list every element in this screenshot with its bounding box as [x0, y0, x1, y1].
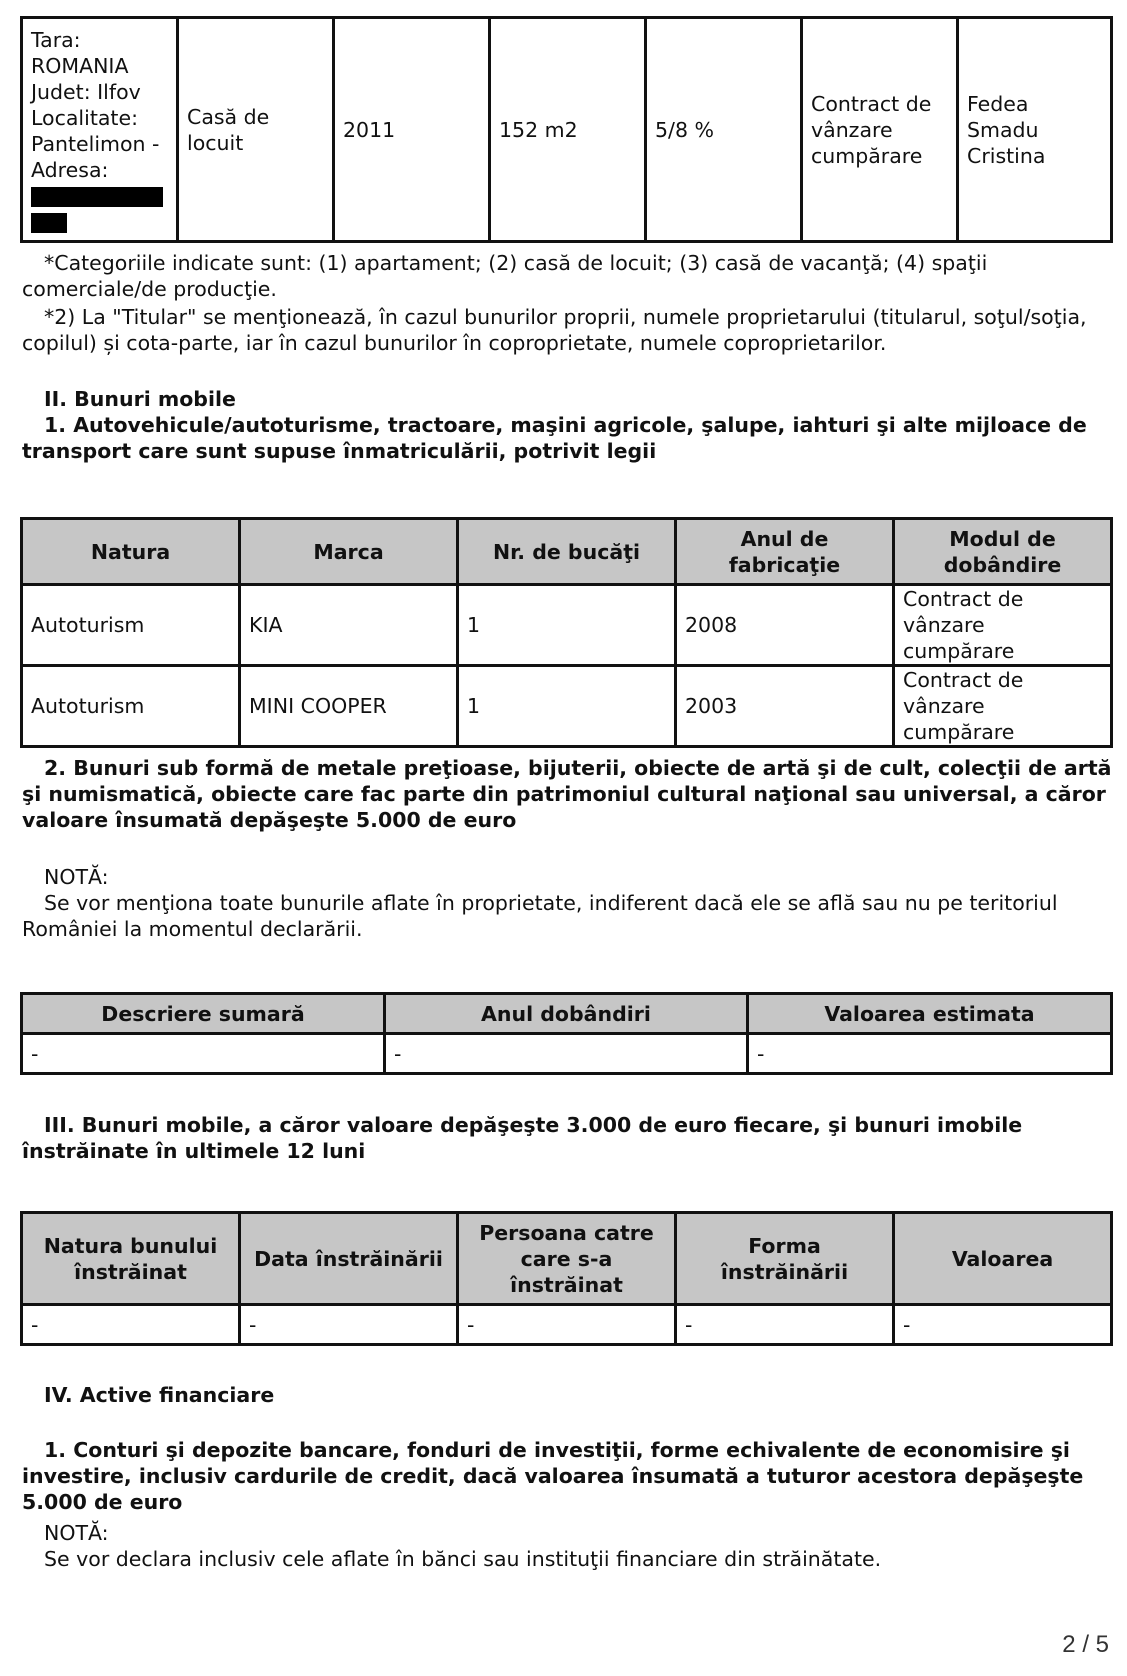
- cell: -: [385, 1034, 748, 1074]
- col-header: Persoana catre care s-a înstrăinat: [458, 1213, 676, 1305]
- section-2-title: II. Bunuri mobile: [44, 387, 236, 411]
- address-cell: [22, 18, 178, 242]
- redaction-bar: [31, 213, 67, 233]
- cell: Autoturism: [22, 585, 240, 666]
- note-categories: *Categoriile indicate sunt: (1) apartament; (2) casă de locuit; (3) casă de vacanţă; (4) spaţii comerciale/de producţie.: [22, 251, 988, 301]
- col-header: Anul dobândiri: [385, 994, 748, 1034]
- cell: KIA: [240, 585, 458, 666]
- alienated-table: [20, 1211, 1113, 1346]
- col-header: Natura: [22, 519, 240, 585]
- note-titular: *2) La "Titular" se menţionează, în cazul bunurilor proprii, numele proprietarului (titularul, soţul/soţia, copilul) și cota-parte, iar în cazul bunurilor în coproprietate, numele coproprietarilor.: [22, 305, 1087, 355]
- col-header: Valoarea: [894, 1213, 1112, 1305]
- address-line: Pantelimon -: [31, 131, 160, 156]
- cell: Contract de vânzare cumpărare: [894, 666, 1112, 747]
- valuables-table: [20, 992, 1113, 1075]
- page-number: 2 / 5: [1062, 1631, 1109, 1658]
- table-row: [22, 666, 1112, 747]
- section-2-subtitle-1: 1. Autovehicule/autoturisme, tractoare, maşini agricole, şalupe, iahturi şi alte mijloace de transport care sunt supuse înmatriculării, potrivit legii: [22, 413, 1087, 463]
- section-4-title: IV. Active financiare: [44, 1383, 275, 1407]
- address-line: Judet: Ilfov: [31, 79, 141, 104]
- redaction-bar: [31, 187, 163, 207]
- section-2-subtitle-2: 2. Bunuri sub formă de metale preţioase, bijuterii, obiecte de artă şi de cult, colecţii de artă şi numismatică, obiecte care fac parte din patrimoniul cultural naţional sau universal, a căror valoare însumată depăşeşte 5.000 de euro: [22, 756, 1112, 832]
- table-row: [22, 1034, 1112, 1074]
- cell: -: [458, 1305, 676, 1345]
- cell: -: [748, 1034, 1112, 1074]
- note-text: Se vor declara inclusiv cele aflate în bănci sau instituţii financiare din străinătate.: [44, 1547, 882, 1571]
- note-label: NOTĂ:: [44, 1521, 109, 1545]
- cell: Autoturism: [22, 666, 240, 747]
- address-line: Localitate:: [31, 105, 138, 130]
- vehicles-table: [20, 517, 1113, 748]
- cell: Contract de vânzare cumpărare: [894, 585, 1112, 666]
- col-header: Valoarea estimata: [748, 994, 1112, 1034]
- col-header: Modul de dobândire: [894, 519, 1112, 585]
- cell: -: [22, 1034, 385, 1074]
- year-cell: 2011: [334, 18, 490, 242]
- share-cell: 5/8 %: [646, 18, 802, 242]
- address-line: ROMANIA: [31, 53, 129, 78]
- note-label: NOTĂ:: [44, 865, 109, 889]
- col-header: Natura bunului înstrăinat: [22, 1213, 240, 1305]
- col-header: Nr. de bucăţi: [458, 519, 676, 585]
- cell: -: [240, 1305, 458, 1345]
- address-line: Adresa:: [31, 157, 109, 182]
- section-3-title: III. Bunuri mobile, a căror valoare depăşeşte 3.000 de euro fiecare, şi bunuri imobile înstrăinate în ultimele 12 luni: [22, 1113, 1023, 1163]
- address-line: Tara:: [31, 27, 81, 52]
- section-4-subtitle-1: 1. Conturi şi depozite bancare, fonduri de investiţii, forme echivalente de economisire şi investire, inclusiv cardurile de credit, dacă valoarea însumată a tuturor acestora depăşeşte 5.000 de euro: [22, 1438, 1084, 1514]
- property-table: [20, 16, 1113, 243]
- col-header: Data înstrăinării: [240, 1213, 458, 1305]
- col-header: Descriere sumară: [22, 994, 385, 1034]
- cell: 2008: [676, 585, 894, 666]
- acquisition-cell: Contract de vânzare cumpărare: [802, 18, 958, 242]
- area-cell: 152 m2: [490, 18, 646, 242]
- cell: -: [894, 1305, 1112, 1345]
- cell: -: [676, 1305, 894, 1345]
- col-header: Anul de fabricaţie: [676, 519, 894, 585]
- category-cell: Casă de locuit: [178, 18, 334, 242]
- col-header: Marca: [240, 519, 458, 585]
- note-text: Se vor menţiona toate bunurile aflate în proprietate, indiferent dacă ele se află sau nu pe teritoriul României la momentul declarării.: [22, 891, 1058, 941]
- cell: -: [22, 1305, 240, 1345]
- table-row: [22, 585, 1112, 666]
- holder-cell: Fedea Smadu Cristina: [958, 18, 1112, 242]
- col-header: Forma înstrăinării: [676, 1213, 894, 1305]
- cell: MINI COOPER: [240, 666, 458, 747]
- cell: 1: [458, 666, 676, 747]
- cell: 2003: [676, 666, 894, 747]
- cell: 1: [458, 585, 676, 666]
- table-row: [22, 1305, 1112, 1345]
